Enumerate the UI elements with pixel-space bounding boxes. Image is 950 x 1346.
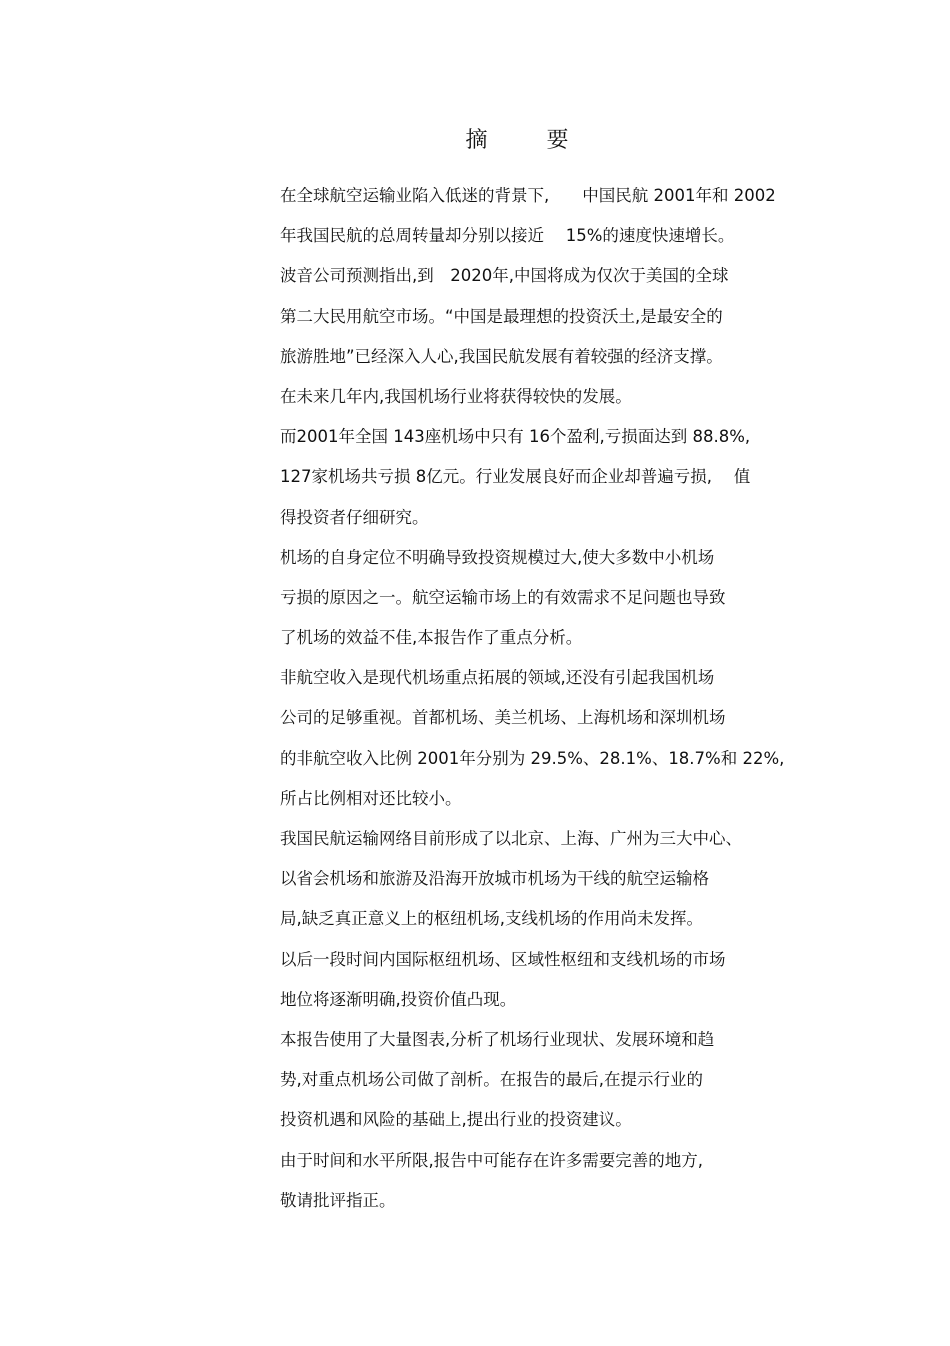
text-line: 以后一段时间内国际枢纽机场、区域性枢纽和支线机场的市场 <box>280 949 726 969</box>
text-line: 得投资者仔细研究。 <box>280 507 429 527</box>
text-line: 而2001年全国 143座机场中只有 16个盈利,亏损面达到 88.8%, <box>280 427 751 447</box>
text-line: 投资机遇和风险的基础上,提出行业的投资建议。 <box>280 1110 632 1130</box>
text-line: 在未来几年内,我国机场行业将获得较快的发展。 <box>280 386 632 406</box>
text-line: 亏损的原因之一。航空运输市场上的有效需求不足问题也导致 <box>280 587 726 607</box>
text-line: 旅游胜地”已经深入人心,我国民航发展有着较强的经济支撑。 <box>280 346 723 366</box>
text-line: 地位将逐渐明确,投资价值凸现。 <box>280 989 517 1009</box>
text-line: 本报告使用了大量图表,分析了机场行业现状、发展环境和趋 <box>280 1029 715 1049</box>
text-line: 127家机场共亏损 8亿元。行业发展良好而企业却普遍亏损, 值 <box>280 467 751 487</box>
text-line: 由于时间和水平所限,报告中可能存在许多需要完善的地方, <box>280 1150 703 1170</box>
text-line: 非航空收入是现代机场重点拓展的领域,还没有引起我国机场 <box>280 668 715 688</box>
text-line: 势,对重点机场公司做了剖析。在报告的最后,在提示行业的 <box>280 1070 703 1090</box>
text-line: 了机场的效益不佳,本报告作了重点分析。 <box>280 628 583 648</box>
text-line: 的非航空收入比例 2001年分别为 29.5%、28.1%、18.7%和 22%, <box>280 748 785 768</box>
text-line: 公司的足够重视。首都机场、美兰机场、上海机场和深圳机场 <box>280 708 726 728</box>
text-line: 波音公司预测指出,到 2020年,中国将成为仅次于美国的全球 <box>280 266 729 286</box>
text-line: 敬请批评指正。 <box>280 1190 396 1210</box>
text-line: 所占比例相对还比较小。 <box>280 788 462 808</box>
abstract-body <box>280 176 900 1221</box>
text-line: 我国民航运输网络目前形成了以北京、上海、广州为三大中心、 <box>280 829 742 848</box>
page-title: 摘 要 <box>465 128 595 153</box>
text-line: 在全球航空运输业陷入低迷的背景下, 中国民航 2001年和 2002 <box>280 186 776 205</box>
text-line: 机场的自身定位不明确导致投资规模过大,使大多数中小机场 <box>280 547 715 567</box>
text-line: 以省会机场和旅游及沿海开放城市机场为干线的航空运输格 <box>280 869 709 889</box>
text-line: 第二大民用航空市场。“中国是最理想的投资沃土,是最安全的 <box>280 306 723 326</box>
text-line: 局,缺乏真正意义上的枢纽机场,支线机场的作用尚未发挥。 <box>280 909 703 929</box>
text-line: 年我国民航的总周转量却分别以接近 15%的速度快速增长。 <box>280 226 735 246</box>
